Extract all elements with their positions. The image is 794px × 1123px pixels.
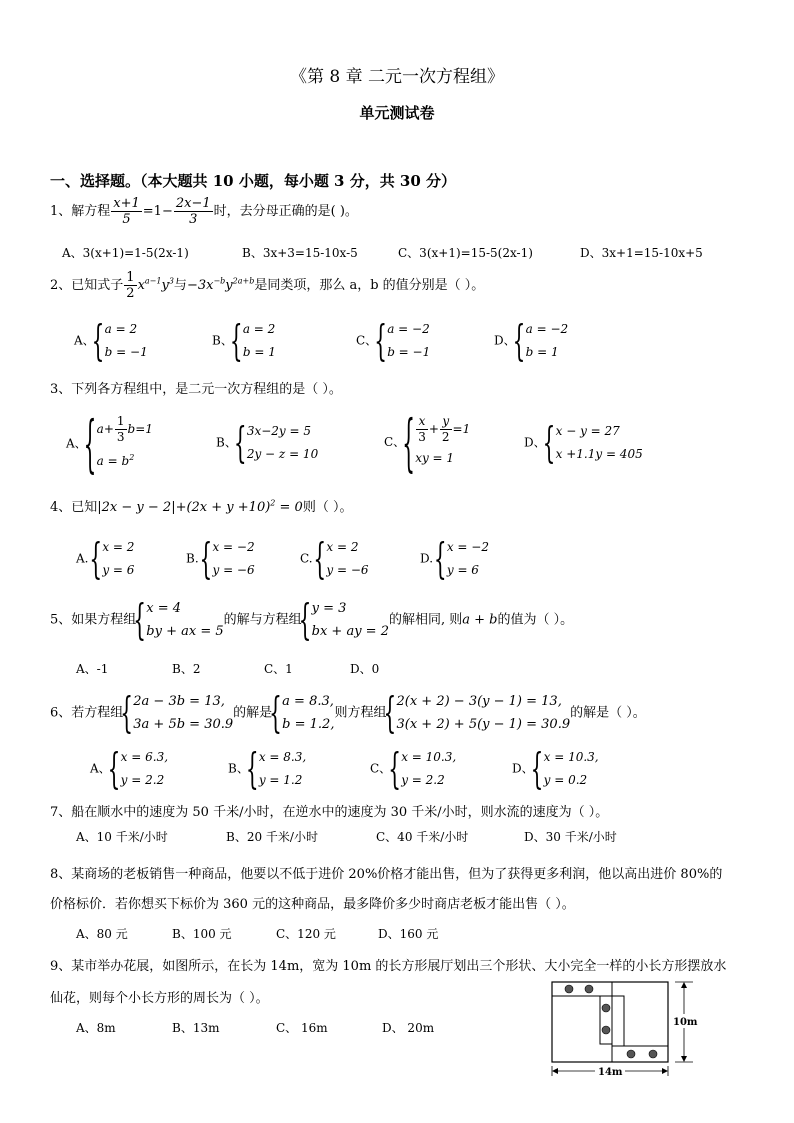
q8-option-b: B、100 元	[172, 927, 232, 941]
q3-option-c: C、 { $\frac{x}{3}$ + $\frac{y}{2}$ =1 xy = 1	[384, 414, 470, 471]
question-8-line-2: 价格标价．若你想买下标价为 360 元的这种商品，最多降价多少时商店老板才能出售（ ）。	[50, 897, 575, 912]
section-heading: 一、选择题。（本大题共 10 小题，每小题 3 分，共 30 分）	[50, 172, 457, 190]
q5-mid: 的解与方程组	[223, 612, 302, 628]
q5-option-c: C、1	[264, 662, 293, 676]
q6-mid2: 则方程组	[334, 705, 387, 721]
q6-mid: 的解是	[233, 705, 273, 721]
q5-pre: 5、如果方程组	[50, 612, 137, 628]
question-5: 5、如果方程组 { x = 4 by + ax = 5 的解与方程组 { y = 3 bx + ay = 2 的解相同, 则a + b的值为（ ）。	[50, 597, 573, 643]
q2-option-c: C、 { a = −2 b = −1	[356, 318, 430, 364]
flower-icon	[602, 1026, 610, 1034]
question-4	[50, 496, 352, 515]
flower-icon	[627, 1050, 635, 1058]
small-rect-vertical	[600, 996, 612, 1044]
small-rect-vertical-2	[612, 996, 624, 1046]
q9-option-a: A、8m	[76, 1021, 116, 1035]
q2-option-d: D、 { a = −2 b = 1	[494, 318, 568, 364]
page-title: 《第 8 章 二元一次方程组》	[289, 67, 505, 87]
q7-option-b: B、20 千米/小时	[226, 830, 318, 844]
q3-option-a: A、 { a+ $\frac{1}{3}$ b=1 $a = b^2$	[66, 414, 153, 474]
page-subtitle: 单元测试卷	[359, 104, 435, 122]
question-2	[50, 270, 484, 301]
q9-exhibition-figure	[545, 978, 705, 1078]
flower-icon	[649, 1050, 657, 1058]
q1-option-a: A、3(x+1)=1-5(2x-1)	[62, 246, 189, 260]
q7-option-d: D、30 千米/小时	[524, 830, 617, 844]
small-rect-top	[552, 982, 612, 996]
q8-option-d: D、160 元	[378, 927, 439, 941]
flower-icon	[585, 985, 593, 993]
q1-fraction-1: $\frac{x+1}{5}$	[113, 196, 140, 227]
q3-option-b: B、 { 3x−2y = 5 2y − z = 10	[216, 420, 318, 466]
flower-icon	[565, 985, 573, 993]
q4-option-c: C. { x = 2 y = −6	[300, 536, 369, 582]
q5-expression: a + b	[462, 612, 498, 628]
q1-post: 时，去分母正确的是( )。	[213, 204, 358, 219]
q6-option-c: C、 { x = 10.3, y = 2.2	[370, 746, 456, 792]
q8-option-a: A、80 元	[76, 927, 128, 941]
height-label: 10m	[673, 1017, 698, 1028]
q1-fraction-2: $\frac{2x-1}{3}$	[175, 196, 211, 227]
hall-rectangle	[552, 982, 668, 1062]
question-7: 7、船在顺水中的速度为 50 千米/小时，在逆水中的速度为 30 千米/小时，则水流的速度为（ ）。	[50, 805, 609, 820]
q2-pre: 2、已知式子	[50, 278, 124, 293]
q8-option-c: C、120 元	[276, 927, 336, 941]
q9-option-c: C、 16m	[276, 1021, 328, 1035]
q6-post: 的解是（ ）。	[570, 705, 646, 721]
question-9-line-1: 9、某市举办花展，如图所示，在长为 14m，宽为 10m 的长方形展厅划出三个形状、大小完全一样的小长方形摆放水	[50, 959, 727, 974]
q2-fraction: $\frac{1}{2}$	[126, 270, 135, 301]
question-1: 1、解方程 $\frac{x+1}{5}$ =1− $\frac{2x-1}{3}$ 时，去分母正确的是( )。	[50, 196, 358, 227]
q2-term-2: $-3x^{-b}y^{2a+b}$	[186, 276, 255, 293]
q2-mid: 与	[173, 278, 187, 293]
q9-option-b: B、13m	[172, 1021, 220, 1035]
q2-post: 是同类项，那么 a，b 的值分别是（ ）。	[254, 278, 485, 293]
q5-option-a: A、-1	[76, 662, 109, 676]
q2-term-1: $x^{a-1}y^3$	[137, 276, 174, 293]
q6-pre: 6、若方程组	[50, 705, 124, 721]
q7-option-c: C、40 千米/小时	[376, 830, 469, 844]
q4-equation: $|2x - y - 2|+(2x + y +10)^2 = 0$	[97, 498, 303, 515]
width-label: 14m	[598, 1067, 623, 1078]
q4-option-a: A. { x = 2 y = 6	[76, 536, 134, 582]
q7-option-a: A、10 千米/小时	[76, 830, 168, 844]
q4-post: 则（ ）。	[302, 500, 353, 515]
q2-option-b: B、 { a = 2 b = 1	[212, 318, 276, 364]
q9-option-d: D、 20m	[382, 1021, 435, 1035]
q5-tail: 的值为（ ）。	[497, 612, 574, 628]
question-9-line-2: 仙花，则每个小长方形的周长为（ ）。	[50, 991, 269, 1006]
question-3: 3、下列各方程组中，是二元一次方程组的是（ ）。	[50, 382, 342, 397]
q1-option-c: C、3(x+1)=15-5(2x-1)	[398, 246, 533, 260]
q3-option-d: D、 { x − y = 27 x +1.1y = 405	[524, 420, 643, 466]
q5-post: 的解相同, 则	[388, 612, 463, 628]
small-rect-bottom	[612, 1046, 668, 1062]
q6-option-a: A、 { x = 6.3, y = 2.2	[90, 746, 168, 792]
q6-option-b: B、 { x = 8.3, y = 1.2	[228, 746, 306, 792]
q4-option-d: D. { x = −2 y = 6	[420, 536, 489, 582]
question-6: 6、若方程组 { 2a − 3b = 13, 3a + 5b = 30.9 的解是 { a = 8.3, b = 1.2, 则方程组 { 2(x + 2) − 3(y − 1) = 13, 3(x + 2) + 5(y − 1) = 30.9 的解是（ ）。	[50, 690, 646, 736]
q1-pre: 1、解方程	[50, 204, 111, 219]
q5-option-b: B、2	[172, 662, 201, 676]
q4-pre: 4、已知	[50, 500, 98, 515]
flower-icon	[602, 1004, 610, 1012]
q1-option-d: D、3x+1=15-10x+5	[580, 246, 703, 260]
q6-option-d: D、 { x = 10.3, y = 0.2	[512, 746, 599, 792]
q4-option-b: B. { x = −2 y = −6	[186, 536, 255, 582]
q2-option-a: A、 { a = 2 b = −1	[74, 318, 148, 364]
q1-option-b: B、3x+3=15-10x-5	[242, 246, 358, 260]
q5-option-d: D、0	[350, 662, 380, 676]
question-8-line-1: 8、某商场的老板销售一种商品，他要以不低于进价 20%价格才能出售，但为了获得更多利润，他以高出进价 80%的	[50, 867, 723, 882]
